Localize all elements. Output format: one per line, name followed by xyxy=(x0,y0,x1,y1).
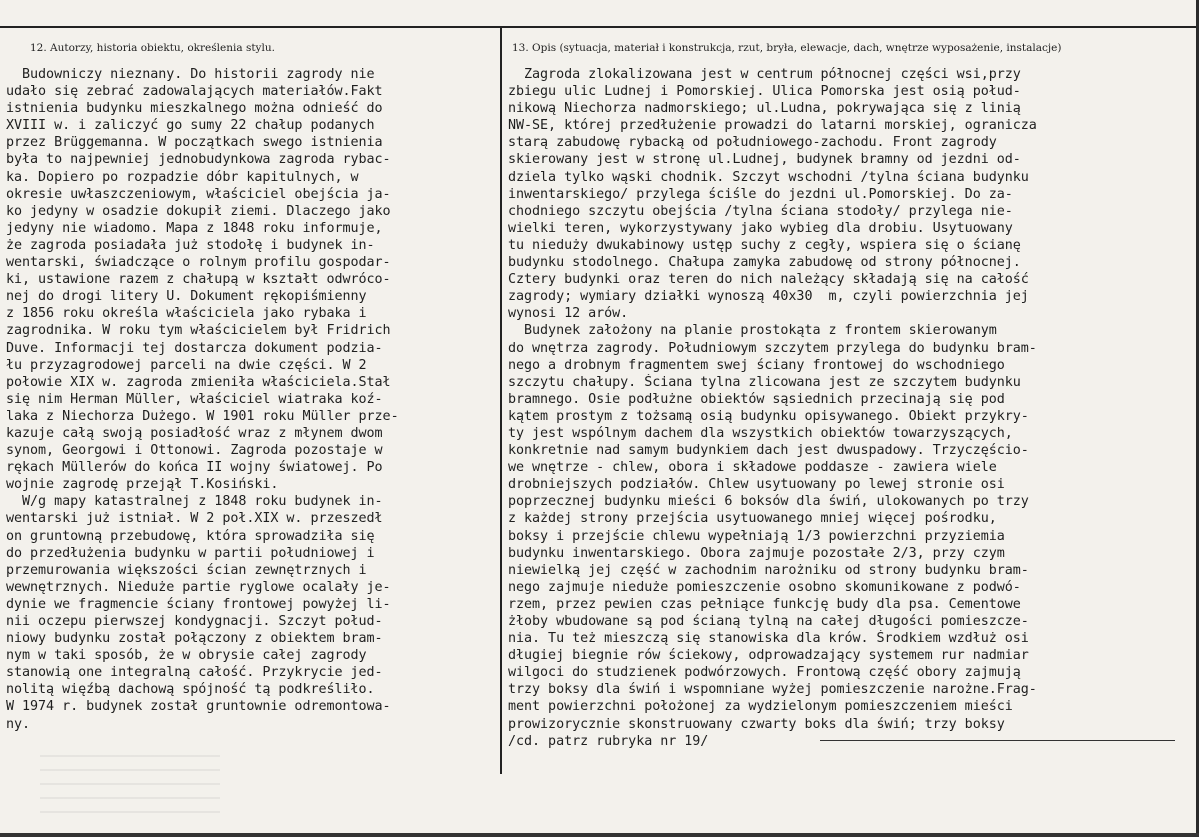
text-line: przez Brüggemanna. W początkach swego istnienia xyxy=(6,135,383,151)
text-line: nej do drogi litery U. Dokument rękopiśmienny xyxy=(6,289,367,305)
text-line: kazuje całą swoją posiadłość wraz z młynem dwom xyxy=(6,425,383,441)
text-line: on gruntowną przebudowę, która sprowadziła się xyxy=(6,528,375,544)
text-line: kątem prostym z tożsamą osią budynku opisywanego. Obiekt przykry- xyxy=(508,408,1029,424)
text-line: inwentarskiego/ przylega ściśle do jezdni ul.Pomorskiej. Do za- xyxy=(508,186,1013,202)
top-rule xyxy=(0,26,1199,28)
text-line: udało się zebrać zadowalających materiałów.Fakt xyxy=(6,84,383,100)
text-line: łu przyzagrodowej parceli na dwie części. W 2 xyxy=(6,357,367,373)
text-line: Duve. Informacji tej dostarcza dokument podzia- xyxy=(6,340,383,356)
text-line: zagrody; wymiary działki wynoszą 40x30 m, czyli powierzchnia jej xyxy=(508,289,1029,305)
text-line: Budowniczy nieznany. Do historii zagrody nie xyxy=(6,67,375,82)
text-line: ny. xyxy=(6,716,31,732)
text-line: Zagroda zlokalizowana jest w centrum północnej części wsi,przy xyxy=(508,67,1021,82)
text-line: istnienia budynku mieszkalnego można odnieść do xyxy=(6,101,383,117)
text-line: trzy boksy dla świń i wspomniane wyżej pomieszczenie narożne.Frag- xyxy=(508,682,1037,698)
text-line: Cztery budynki oraz teren do nich należący składają się na całość xyxy=(508,272,1029,288)
text-line: wojnie zagrodę przejął T.Kosiński. xyxy=(6,477,279,493)
section-13-header: 13. Opis (sytuacja, materiał i konstrukcja, rzut, bryła, elewacje, dach, wnętrze wyposażenie, instalacje) xyxy=(512,42,1062,54)
text-line: budynku stodolnego. Chałupa zamyka zabudowę od strony północnej. xyxy=(508,255,1021,271)
text-line: laka z Niechorza Dużego. W 1901 roku Müller prze- xyxy=(6,408,399,424)
text-line: szczytu chałupy. Ściana tylna zlicowana jest ze szczytem budynku xyxy=(508,374,1021,390)
text-line: się nim Herman Müller, właściciel wiatraka koź- xyxy=(6,391,383,407)
text-line: ko jedyny w osadzie dokupił ziemi. Dlaczego jako xyxy=(6,203,391,219)
text-line: przemurowania większości ścian zewnętrznych i xyxy=(6,562,367,578)
text-line: jedyny nie wiadomo. Mapa z 1848 roku informuje, xyxy=(6,220,383,236)
text-line: wentarski już istniał. W 2 poł.XIX w. przeszedł xyxy=(6,511,383,527)
text-line: drobniejszych podziałów. Chlew usytuowany po lewej stronie osi xyxy=(508,477,1005,493)
text-line: do wnętrza zagrody. Południowym szczytem przylega do budynku bram- xyxy=(508,340,1037,356)
text-line: wewnętrznych. Nieduże partie ryglowe ocalały je- xyxy=(6,579,391,595)
text-line: długiej biegnie rów ściekowy, odprowadzający systemem rur nadmiar xyxy=(508,648,1029,664)
text-line: konkretnie nad samym budynkiem dach jest dwuspadowy. Trzyczęścio- xyxy=(508,443,1029,459)
text-line: połowie XIX w. zagroda zmieniła właściciela.Stał xyxy=(6,374,391,390)
text-line: że zagroda posiadała już stodołę i budynek in- xyxy=(6,237,375,253)
text-line: prowizorycznie skonstruowany czwarty boks dla świń; trzy boksy xyxy=(508,716,1005,732)
section-12-text xyxy=(6,66,496,733)
column-divider xyxy=(500,26,502,774)
text-line: /cd. patrz rubryka nr 19/ xyxy=(508,733,709,749)
text-line: bramnego. Osie podłużne obiektów sąsiednich przecinają się pod xyxy=(508,391,1005,407)
text-line: nym w taki sposób, że w obrysie całej zagrody xyxy=(6,648,367,664)
text-line: nego zajmuje nieduże pomieszczenie osobno skomunikowane z podwó- xyxy=(508,579,1021,595)
text-line: W/g mapy katastralnej z 1848 roku budynek in- xyxy=(6,494,383,510)
text-line: nolitą więźbą dachową spójność tą podkreśliło. xyxy=(6,682,375,698)
text-line: ka. Dopiero po rozpadzie dóbr kapitulnych, w xyxy=(6,169,359,185)
text-line: niewielką jej część w zachodnim narożniku od strony budynku bram- xyxy=(508,562,1029,578)
text-line: starą zabudowę rybacką od południowego-zachodu. Front zagrody xyxy=(508,135,997,151)
text-line: okresie uwłaszczeniowym, właściciel obejścia ja- xyxy=(6,186,391,202)
text-line: wielki teren, wykorzystywany jako wybieg dla drobiu. Usytuowany xyxy=(508,220,1013,236)
text-line: nii oczepu pierwszej kondygnacji. Szczyt połud- xyxy=(6,614,383,629)
text-line: żłoby wbudowane są pod ścianą tylną na całej długości pomieszcze- xyxy=(508,614,1029,629)
text-line: ty jest wspólnym dachem dla wszystkich obiektów towarzyszących, xyxy=(508,425,1013,441)
text-line: budynku inwentarskiego. Obora zajmuje pozostałe 2/3, przy czym xyxy=(508,545,1005,561)
text-line: NW-SE, której przedłużenie prowadzi do latarni morskiej, ogranicza xyxy=(508,118,1037,134)
section-12-header: 12. Autorzy, historia obiektu, określenia stylu. xyxy=(30,42,275,54)
text-line: we wnętrze - chlew, obora i składowe poddasze - zawiera wiele xyxy=(508,460,997,476)
text-line: z 1856 roku określa właściciela jako rybaka i xyxy=(6,306,367,322)
text-line: synom, Georgowi i Ottonowi. Zagroda pozostaje w xyxy=(6,443,383,459)
text-line: tu nieduży dwukabinowy ustęp suchy z cegły, wspiera się o ścianę xyxy=(508,237,1021,253)
text-line: XVIII w. i zaliczyć go sumy 22 chałup podanych xyxy=(6,118,375,134)
text-line: stanowią one integralną całość. Przykrycie jed- xyxy=(6,665,383,681)
text-line: zbiegu ulic Ludnej i Pomorskiej. Ulica Pomorska jest osią połud- xyxy=(508,84,1021,100)
text-line: skierowany jest w stronę ul.Ludnej, budynek bramny od jezdni od- xyxy=(508,152,1021,168)
text-line: do przedłużenia budynku w partii południowej i xyxy=(6,545,375,561)
section-13-text xyxy=(508,66,1196,750)
text-line: W 1974 r. budynek został gruntownie odremontowa- xyxy=(6,699,391,715)
text-line: nia. Tu też mieszczą się stanowiska dla krów. Środkiem wzdłuż osi xyxy=(508,631,1029,647)
text-line: dynie we fragmencie ściany frontowej powyżej li- xyxy=(6,596,391,612)
text-line: niowy budynku został połączony z obiektem bram- xyxy=(6,631,383,647)
text-line: była to najpewniej jednobudynkowa zagroda rybac- xyxy=(6,152,391,168)
continuation-rule xyxy=(820,740,1175,741)
text-line: rzem, przez pewien czas pełniące funkcję budy dla psa. Cementowe xyxy=(508,596,1021,612)
text-line: zagrodnika. W roku tym właścicielem był Fridrich xyxy=(6,323,391,339)
text-line: dziela tylko wąski chodnik. Szczyt wschodni /tylna ściana budynku xyxy=(508,169,1029,185)
text-line: ment powierzchni położonej za wydzielonym pomieszczeniem mieści xyxy=(508,699,1013,715)
text-line: ki, ustawione razem z chałupą w kształt odwróco- xyxy=(6,272,391,288)
faded-stamp xyxy=(40,755,220,815)
bottom-edge xyxy=(0,833,1199,837)
text-line: rękach Müllerów do końca II wojny światowej. Po xyxy=(6,460,383,476)
text-line: z każdej strony przejścia usytuowanego mniej więcej pośrodku, xyxy=(508,511,997,527)
text-line: wilgoci do studzienek podwórzowych. Frontową część obory zajmują xyxy=(508,665,1021,681)
text-line: boksy i przejście chlewu wypełniają 1/3 powierzchni przyziemia xyxy=(508,528,1005,544)
text-line: wentarski, świadczące o rolnym profilu gospodar- xyxy=(6,255,391,271)
text-line: nego a drobnym fragmentem swej ściany frontowej do wschodniego xyxy=(508,357,1005,373)
text-line: chodniego szczytu obejścia /tylna ściana stodoły/ przylega nie- xyxy=(508,203,1013,219)
text-line: wynosi 12 arów. xyxy=(508,306,629,322)
text-line: nikową Niechorza nadmorskiego; ul.Ludna, pokrywająca się z linią xyxy=(508,101,1021,117)
text-line: Budynek założony na planie prostokąta z frontem skierowanym xyxy=(508,323,997,339)
text-line: poprzecznej budynku mieści 6 boksów dla świń, ulokowanych po trzy xyxy=(508,494,1029,510)
